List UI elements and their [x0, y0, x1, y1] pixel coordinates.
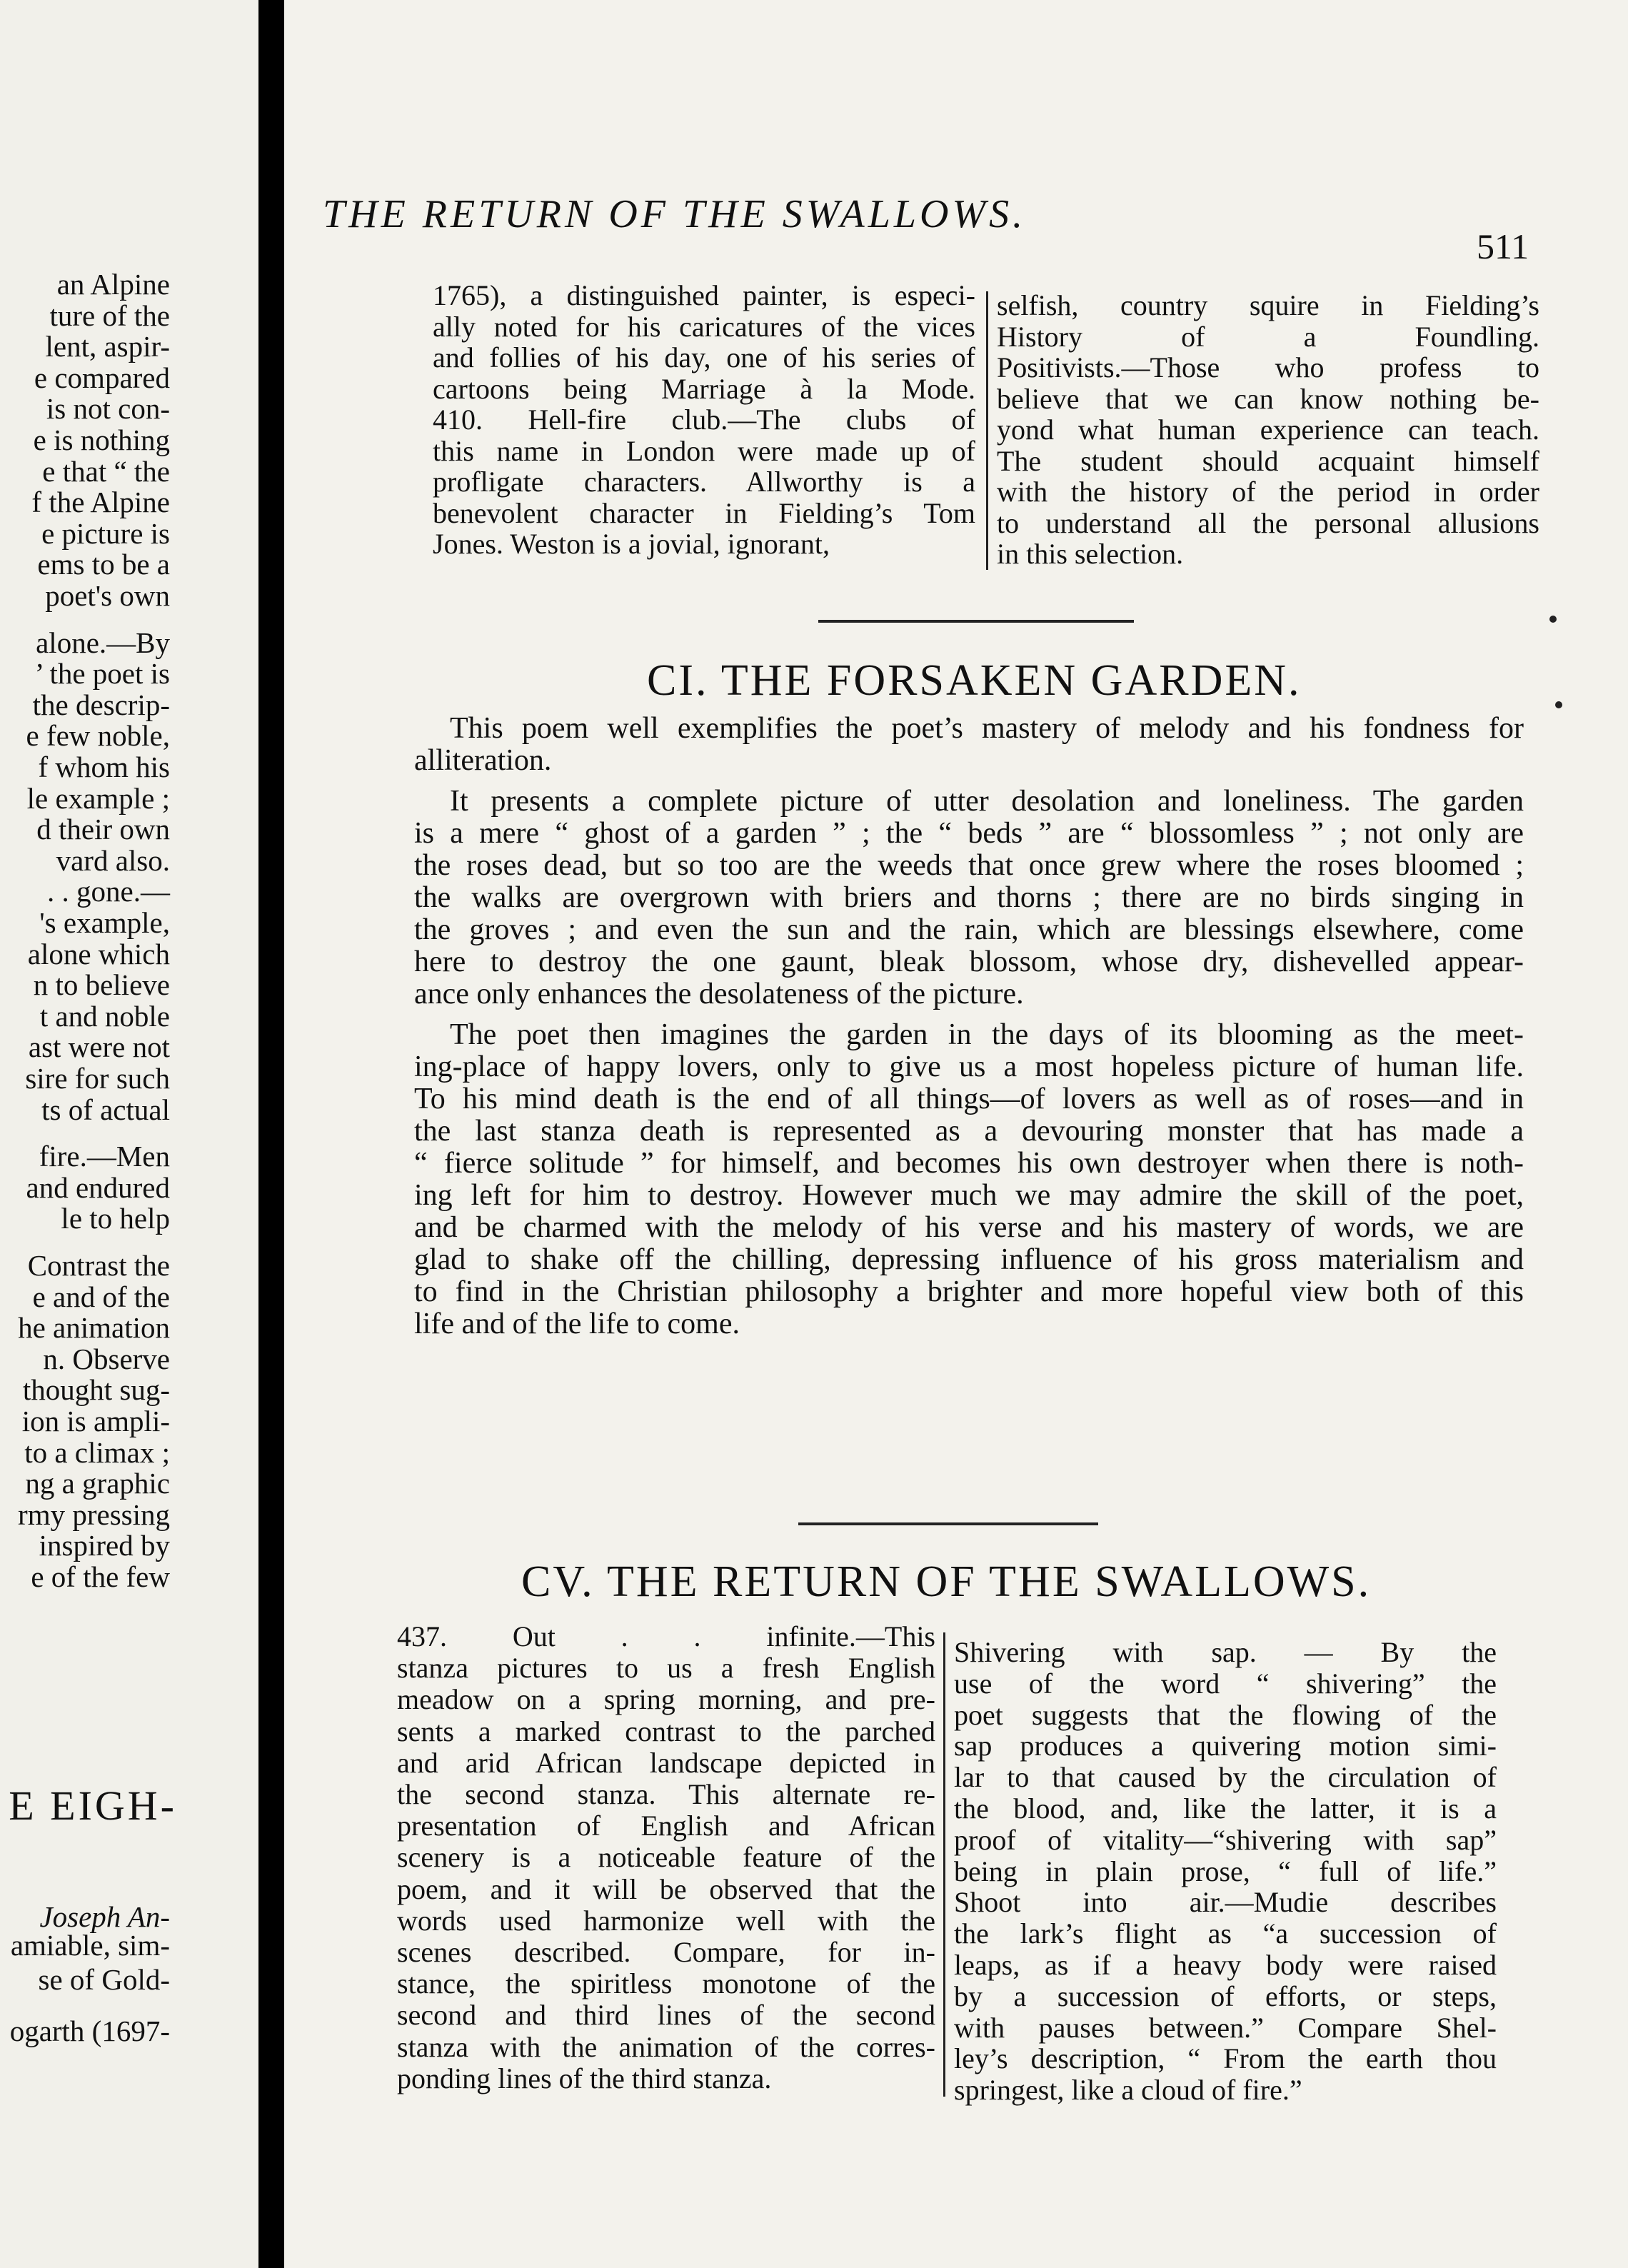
text-line: profligate characters. Allworthy is a	[433, 466, 975, 498]
text-line: The student should acquaint himself	[997, 444, 1539, 477]
left-page-line: he animation	[18, 1311, 170, 1345]
left-page-footer-line: Joseph An-	[39, 1900, 170, 1933]
section-title-ci: CI. THE FORSAKEN GARDEN.	[647, 656, 1302, 705]
left-page-line: ts of actual	[41, 1093, 170, 1126]
body-line: the walks are overgrown with briers and thorns ; there are no birds singing in	[414, 881, 1524, 914]
text-line: yond what human experience can teach.	[997, 413, 1539, 446]
left-page-line: and endured	[26, 1170, 170, 1204]
left-page-line: e and of the	[32, 1280, 170, 1313]
left-page-line: alone.—By	[36, 626, 170, 659]
left-page-fragment	[0, 0, 258, 2268]
text-line: words used harmonize well with the	[397, 1904, 935, 1937]
text-line: leaps, as if a heavy body were raised	[954, 1948, 1497, 1981]
left-page-line: t and noble	[39, 999, 170, 1033]
text-line: 1765), a distinguished painter, is especi-	[433, 279, 975, 311]
text-line: the lark’s flight as “a succession of	[954, 1917, 1497, 1950]
left-page-line: sire for such	[25, 1062, 170, 1095]
left-page-line: le example ;	[26, 781, 170, 815]
running-title: THE RETURN OF THE SWALLOWS.	[323, 192, 1027, 236]
text-line: Jones. Weston is a jovial, ignorant,	[433, 528, 830, 560]
left-page-line: le to help	[61, 1202, 170, 1235]
page-speck	[1555, 701, 1562, 708]
text-line: use of the word “ shivering” the	[954, 1667, 1497, 1700]
text-line: to understand all the personal allusions	[997, 506, 1539, 539]
left-page-line: e picture is	[41, 516, 170, 550]
left-page-line: alone which	[27, 937, 170, 970]
text-line: poet suggests that the flowing of the	[954, 1698, 1497, 1731]
text-line: believe that we can know nothing be-	[997, 382, 1539, 415]
body-line: The poet then imagines the garden in the days of its blooming as the meet-	[450, 1018, 1524, 1051]
section-divider-cv	[798, 1522, 1098, 1525]
text-line: cartoons being Marriage à la Mode.	[433, 372, 975, 405]
left-page-line: an Alpine	[56, 268, 170, 301]
text-line: second and third lines of the second	[397, 1999, 935, 2032]
left-page-line: vard also.	[56, 843, 170, 877]
section-ci-body	[414, 713, 1524, 1340]
text-line: scenes described. Compare, for in-	[397, 1936, 935, 1969]
text-line: and arid African landscape depicted in	[397, 1746, 935, 1779]
body-line: ing left for him to destroy. However much we may admire the skill of the poet,	[414, 1179, 1524, 1212]
body-line: This poem well exemplifies the poet’s mastery of melody and his fondness for	[450, 712, 1524, 745]
book-gutter	[258, 0, 286, 2268]
text-line: 410. Hell-fire club.—The clubs of	[433, 403, 975, 436]
text-line: benevolent character in Fielding’s Tom	[433, 496, 975, 529]
text-line: meadow on a spring morning, and pre-	[397, 1683, 935, 1716]
left-page-line: d their own	[36, 813, 170, 846]
body-line: the groves ; and even the sun and the rain, which are blessings elsewhere, come	[414, 913, 1524, 946]
left-page-line: f whom his	[38, 751, 170, 783]
body-line: the roses dead, but so too are the weeds that once grew where the roses bloomed ;	[414, 849, 1524, 882]
body-line: glad to shake off the chilling, depressing influence of his gross materialism and	[414, 1243, 1524, 1276]
body-line: life and of the life to come.	[414, 1308, 740, 1340]
left-page-footer-line: ogarth (1697-	[9, 2014, 170, 2047]
body-line: To his mind death is the end of all things—of lovers as well as of roses—and in	[414, 1083, 1524, 1115]
text-line: Positivists.—Those who profess to	[997, 351, 1539, 383]
left-page-footer-line: se of Gold-	[38, 1963, 170, 1996]
text-line: this name in London were made up of	[433, 434, 975, 467]
left-page-line: e few noble,	[26, 719, 170, 753]
text-line: ally noted for his caricatures of the vices	[433, 310, 975, 343]
body-line: is a mere “ ghost of a garden ” ; the “ beds ” are “ blossomless ” ; not only are	[414, 817, 1524, 850]
left-page-footer-line: amiable, sim-	[10, 1929, 170, 1962]
top-notes-right-column	[997, 290, 1539, 570]
left-page-line: ng a graphic	[25, 1467, 170, 1500]
left-page-line: ast were not	[28, 1030, 170, 1064]
body-line: “ fierce solitude ” for himself, and becomes his own destroyer when there is noth-	[414, 1147, 1524, 1180]
section-divider-ci	[818, 620, 1134, 623]
text-line: stance, the spiritless monotone of the	[397, 1967, 935, 2000]
body-line: ing-place of happy lovers, only to give us a most hopeless picture of human life.	[414, 1050, 1524, 1083]
text-line: scenery is a noticeable feature of the	[397, 1841, 935, 1874]
body-line: It presents a complete picture of utter desolation and loneliness. The garden	[450, 785, 1524, 818]
text-line: History of a Foundling.	[997, 320, 1539, 353]
text-line: with pauses between.” Compare Shel-	[954, 2011, 1497, 2044]
text-line: sap produces a quivering motion simi-	[954, 1730, 1497, 1762]
left-page-line: n to believe	[33, 968, 170, 1002]
text-line: sents a marked contrast to the parched	[397, 1715, 935, 1747]
body-line: and be charmed with the melody of his verse and his mastery of words, we are	[414, 1211, 1524, 1244]
page-speck	[1549, 616, 1557, 623]
left-page-line: e of the few	[31, 1560, 170, 1593]
left-page-line: the descrip-	[32, 688, 170, 721]
text-line: 437. Out . . infinite.—This	[397, 1620, 935, 1652]
text-line: the second stanza. This alternate re-	[397, 1778, 935, 1811]
text-line: being in plain prose, “ full of life.”	[954, 1855, 1497, 1887]
left-page-line: Contrast the	[27, 1249, 170, 1282]
section-cv-left-column	[397, 1621, 935, 2094]
section-title-cv: CV. THE RETURN OF THE SWALLOWS.	[521, 1557, 1372, 1606]
column-divider-cv	[943, 1632, 945, 2097]
text-line: proof of vitality—“shivering with sap”	[954, 1823, 1497, 1856]
text-line: and follies of his day, one of his series of	[433, 341, 975, 373]
left-page-line: inspired by	[39, 1529, 170, 1562]
text-line: springest, like a cloud of fire.”	[954, 2074, 1302, 2107]
text-line: stanza pictures to us a fresh English	[397, 1652, 935, 1685]
text-line: poem, and it will be observed that the	[397, 1872, 935, 1905]
text-line: with the history of the period in order	[997, 476, 1539, 508]
body-line: to find in the Christian philosophy a brighter and more hopeful view both of this	[414, 1275, 1524, 1308]
left-page-line: . . gone.—	[47, 875, 170, 908]
text-line: by a succession of efforts, or steps,	[954, 1980, 1497, 2012]
left-page-line: is not con-	[46, 392, 170, 426]
left-page-line: ’ the poet is	[34, 657, 170, 691]
column-divider-top	[986, 291, 988, 570]
left-page-line: n. Observe	[43, 1342, 170, 1375]
text-line: ley’s description, “ From the earth thou	[954, 2042, 1497, 2075]
text-line: stanza with the animation of the corres-	[397, 2030, 935, 2063]
left-page-line: ture of the	[49, 298, 170, 332]
section-cv-right-column	[954, 1637, 1497, 2106]
body-line: alliteration.	[414, 744, 552, 777]
left-page-line: to a climax ;	[24, 1435, 170, 1469]
text-line: selfish, country squire in Fielding’s	[997, 289, 1539, 321]
left-page-line: f the Alpine	[31, 486, 170, 519]
left-page-line: 's example,	[39, 906, 170, 939]
text-line: presentation of English and African	[397, 1810, 935, 1842]
body-line: the last stanza death is represented as a devouring monster that has made a	[414, 1115, 1524, 1148]
text-line: in this selection.	[997, 538, 1184, 570]
left-page-line: lent, aspir-	[45, 330, 170, 363]
body-line: here to destroy the one gaunt, bleak blossom, whose dry, dishevelled appear-	[414, 945, 1524, 978]
left-page-line: rmy pressing	[18, 1497, 170, 1531]
text-line: Shivering with sap. — By the	[954, 1636, 1497, 1668]
text-line: the blood, and, like the latter, it is a	[954, 1792, 1497, 1825]
text-line: lar to that caused by the circulation of	[954, 1761, 1497, 1794]
left-page-line: fire.—Men	[39, 1140, 170, 1173]
page-number: 511	[1477, 226, 1529, 266]
left-page-line: thought sug-	[22, 1373, 170, 1407]
body-line: ance only enhances the desolateness of the picture.	[414, 978, 1024, 1010]
left-page-line: e compared	[34, 361, 170, 394]
left-page-line: e is nothing	[33, 423, 170, 456]
text-line: ponding lines of the third stanza.	[397, 2062, 772, 2094]
left-page-line: poet's own	[45, 579, 170, 612]
left-page-heading: E EIGH-	[9, 1782, 177, 1829]
left-page-line: e that “ the	[42, 454, 170, 488]
left-page-line: ion is ampli-	[21, 1405, 170, 1437]
left-page-line: ems to be a	[37, 548, 170, 581]
text-line: Shoot into air.—Mudie describes	[954, 1886, 1497, 1919]
top-notes-left-column	[433, 280, 975, 560]
